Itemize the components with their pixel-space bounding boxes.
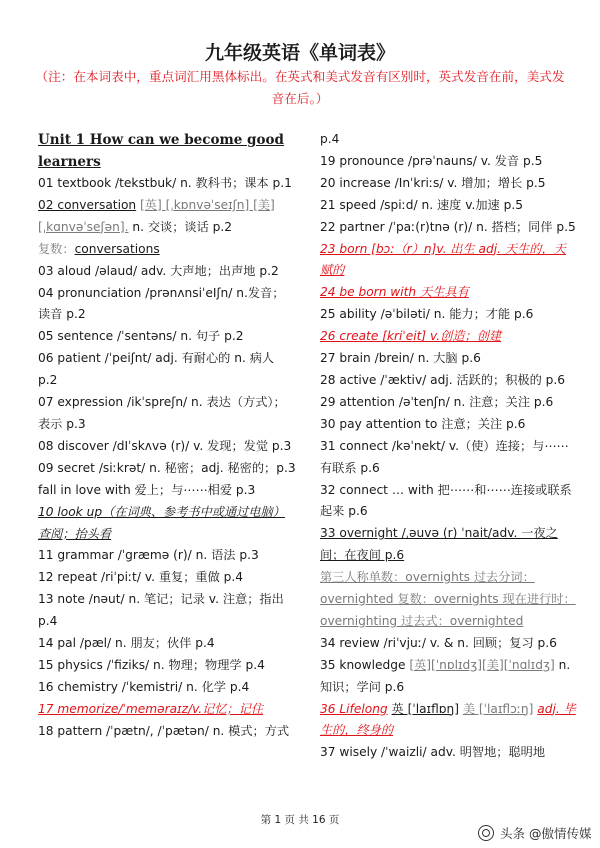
- word-entry-34: 34 review /riˈvjuː/ v. & n. 回顾；复习 p.6: [320, 635, 557, 650]
- word-entry-23: 23 born [bɔː（r）n]v. 出生 adj. 天生的，天赋的: [320, 241, 566, 278]
- word-entry-07: 07 expression /ikˈspreʃn/ n. 表达（方式）；表示 p.3: [38, 395, 286, 431]
- word-35-phonetic: [英][ˈnɒlɪdʒ][美][ˈnɑlɪdʒ]: [409, 657, 555, 672]
- word-entry-11: 11 grammar /ˈgræmə (r)/ n. 语法 p.3: [38, 548, 259, 563]
- word-entry-04: 04 pronunciation /prənʌnsiˈeIʃn/ n.发音；读音 p.2: [38, 285, 285, 322]
- word-entry-17: 17 memorize/ˈmeməraɪz/v.记忆；记住: [38, 701, 264, 716]
- watermark-text: 头条 @傲情传媒: [499, 826, 592, 841]
- word-entry-08: 08 discover /dIˈskʌvə (r)/ v. 发现；发觉 p.3: [38, 438, 292, 453]
- left-column: [38, 129, 296, 743]
- word-entry-35: [320, 655, 578, 699]
- page-footer: 第 1 页 共 16 页: [260, 814, 340, 826]
- word-entry-12: 12 repeat /riˈpiːt/ v. 重复；重做 p.4: [38, 570, 244, 585]
- word-entry-19: 19 pronounce /prəˈnauns/ v. 发音 p.5: [320, 153, 543, 168]
- word-35-meaning: n. 知识；学问 p.6: [320, 657, 571, 694]
- word-entry-06: 06 patient /ˈpeiʃnt/ adj. 有耐心的 n. 病人 p.2: [38, 351, 275, 388]
- word-35-head: 35 knowledge: [320, 657, 406, 672]
- word-36-uk: 英 [ˈlaɪflɒŋ]: [391, 701, 459, 716]
- word-entry-02: [38, 195, 296, 239]
- unit-title: Unit 1 How can we become good learners: [38, 132, 284, 170]
- word-36-us: 美 [ˈlaɪflɔːŋ]: [462, 701, 534, 716]
- page-ref: p.4: [320, 132, 340, 146]
- note: （注：在本词表中，重点词汇用黑体标出。在英式和美式发音有区别时，英式发音在前，美式发音在后。）: [35, 69, 565, 106]
- word-entry-05: 05 sentence /ˈsentəns/ n. 句子 p.2: [38, 329, 244, 344]
- word-entry-30: 30 pay attention to 注意；关注 p.6: [320, 416, 526, 431]
- word-entry-29: 29 attention /əˈtenʃn/ n. 注意；关注 p.6: [320, 394, 554, 409]
- right-column: [320, 129, 578, 764]
- word-entry-28: 28 active /ˈæktiv/ adj. 活跃的；积极的 p.6: [320, 372, 566, 387]
- word-entry-25: 25 ability /əˈbiləti/ n. 能力；才能 p.6: [320, 307, 534, 322]
- word-02-meaning: n. 交谈；谈话 p.2: [132, 219, 233, 234]
- word-entry-33: 33 overnight /ˌəuvə (r) ˈnait/adv. 一夜之间；在夜间 p.6: [320, 526, 558, 563]
- word-36-meaning: adj. 毕生的，终身的: [320, 701, 576, 738]
- word-entry-13: 13 note /nəut/ n. 笔记；记录 v. 注意；指出 p.4: [38, 592, 284, 629]
- phrase-fall-in-love: fall in love with 爱上；与⋯⋯相爱 p.3: [38, 482, 256, 497]
- word-entry-18: 18 pattern /ˈpætn/, /ˈpætən/ n. 模式；方式: [38, 723, 290, 738]
- word-entry-20: 20 increase /Inˈkriːs/ v. 增加；增长 p.5: [320, 175, 546, 190]
- word-entry-32: 32 connect … with 把⋯⋯和⋯⋯连接或联系起来 p.6: [320, 482, 572, 519]
- word-entry-03: 03 aloud /əlaud/ adv. 大声地；出声地 p.2: [38, 263, 279, 278]
- watermark-logo-icon: [478, 825, 494, 841]
- word-entry-21: 21 speed /spiːd/ n. 速度 v.加速 p.5: [320, 197, 523, 212]
- word-entry-37: 37 wisely /ˈwaizli/ adv. 明智地；聪明地: [320, 745, 546, 760]
- word-entry-16: 16 chemistry /ˈkemistri/ n. 化学 p.4: [38, 679, 250, 694]
- word-entry-22: 22 partner /ˈpaː(r)tnə (r)/ n. 搭档；同伴 p.5: [320, 219, 576, 234]
- word-entry-36: [320, 699, 578, 743]
- word-entry-10: 10 look up（在词典、参考书中或通过电脑）查阅；抬头看: [38, 504, 285, 541]
- word-02-plural: [38, 239, 296, 261]
- plural-value: conversations: [74, 241, 160, 256]
- word-entry-15: 15 physics /ˈfiziks/ n. 物理；物理学 p.4: [38, 657, 265, 672]
- word-entry-26: 26 create [kriˈeit] v.创造；创建: [320, 329, 502, 344]
- word-entry-24: 24 be born with 天生具有: [320, 285, 469, 300]
- word-entry-27: 27 brain /brein/ n. 大脑 p.6: [320, 351, 481, 366]
- word-02-head: 02 conversation: [38, 197, 137, 212]
- word-02-phonetic: [英] [ˌkɒnvəˈseɪʃn] [美] [ˌkɑnvəˈseʃən].: [38, 197, 275, 234]
- word-entry-31: 31 connect /kəˈnekt/ v.（使）连接；与⋯⋯有联系 p.6: [320, 438, 569, 475]
- word-entry-14: 14 pal /pæl/ n. 朋友；伙伴 p.4: [38, 636, 215, 651]
- word-36-head: 36 Lifelong: [320, 701, 388, 716]
- page-title: 九年级英语《单词表》: [204, 42, 395, 64]
- word-entry-09: 09 secret /siːkrət/ n. 秘密；adj. 秘密的；p.3: [38, 460, 296, 475]
- watermark: [476, 824, 596, 842]
- word-33-forms: 第三人称单数：overnights 过去分词：overnighted 复数：overnights 现在进行时：overnighting 过去式：overnighted: [320, 570, 576, 628]
- plural-label: 复数：: [38, 241, 75, 256]
- word-entry-01: 01 textbook /tekstbuk/ n. 教科书；课本 p.1: [38, 176, 292, 190]
